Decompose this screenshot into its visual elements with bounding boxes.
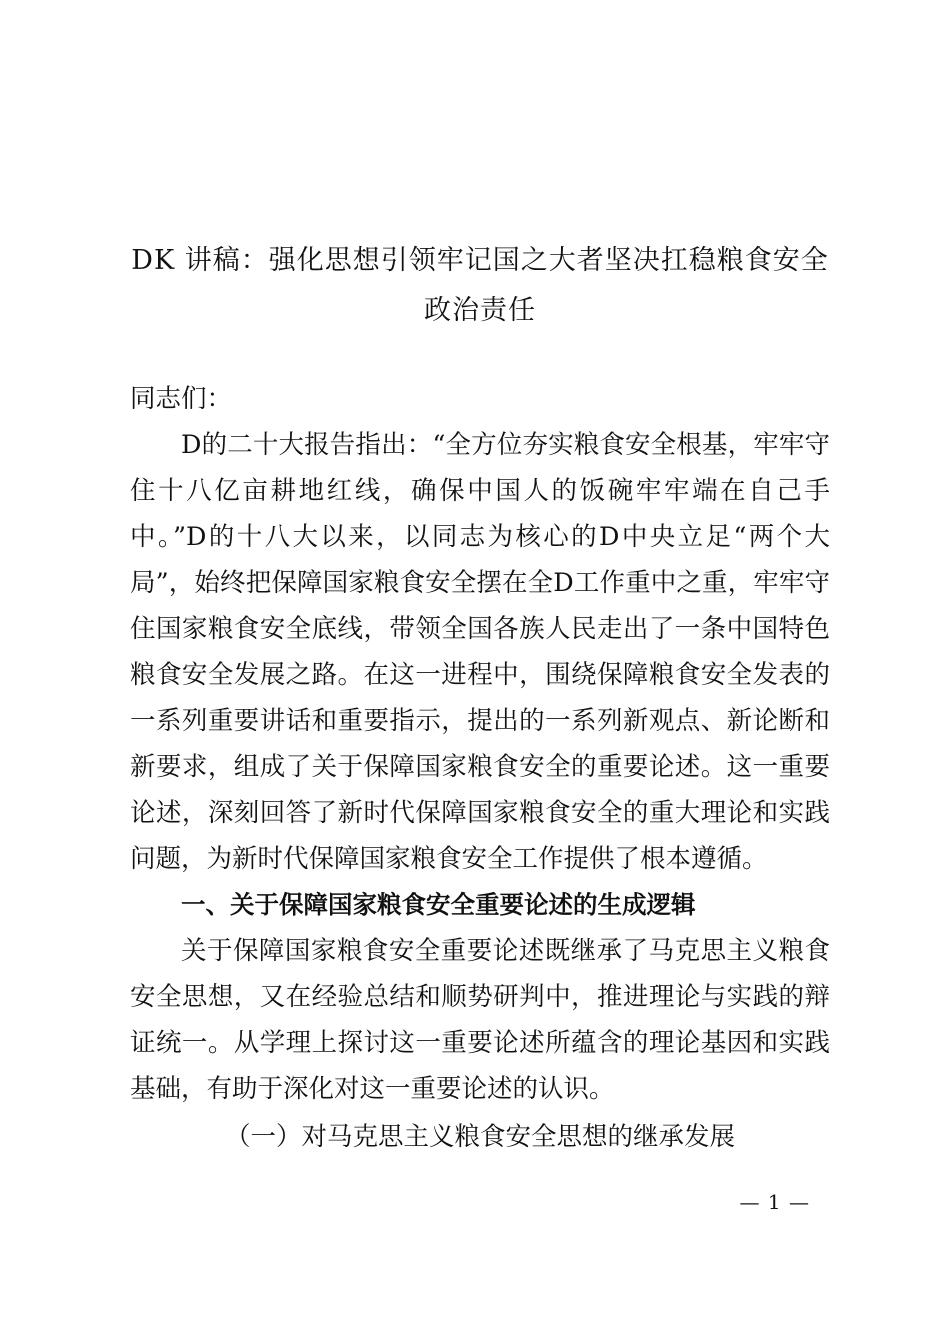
page-number: — 1 — bbox=[739, 1190, 810, 1214]
subsection-heading-1: （一）对马克思主义粮食安全思想的继承发展 bbox=[224, 1122, 735, 1152]
section-1-paragraph: 关于保障国家粮食安全重要论述既继承了马克思主义粮食安全思想，又在经验总结和顺势研判中，推进理论与实践的辩证统一。从学理上探讨这一重要论述所蕴含的理论基因和实践基础，有助于深化对这一重要论述的认识。 bbox=[130, 936, 830, 1104]
salutation: 同志们： bbox=[130, 384, 233, 414]
intro-paragraph: D的二十大报告指出：“全方位夯实粮食安全根基，牢牢守住十八亿亩耕地红线，确保中国人的饭碗牢牢端在自己手中。”D的十八大以来，以同志为核心的D中央立足“两个大局”，始终把保障国家粮食安全摆在全D工作重中之重，牢牢守住国家粮食安全底线，带领全国各族人民走出了一条中国特色粮食安全发展之路。在这一进程中，围绕保障粮食安全发表的一系列重要讲话和重要指示，提出的一系列新观点、新论断和新要求，组成了关于保障国家粮食安全的重要论述。这一重要论述，深刻回答了新时代保障国家粮食安全的重大理论和实践问题，为新时代保障国家粮食安全工作提供了根本遵循。 bbox=[130, 430, 830, 874]
section-heading-1: 一、关于保障国家粮食安全重要论述的生成逻辑 bbox=[181, 890, 696, 919]
document-title: DK 讲稿：强化思想引领牢记国之大者坚决扛稳粮食安全政治责任 bbox=[131, 245, 829, 326]
document-body bbox=[130, 376, 830, 1160]
